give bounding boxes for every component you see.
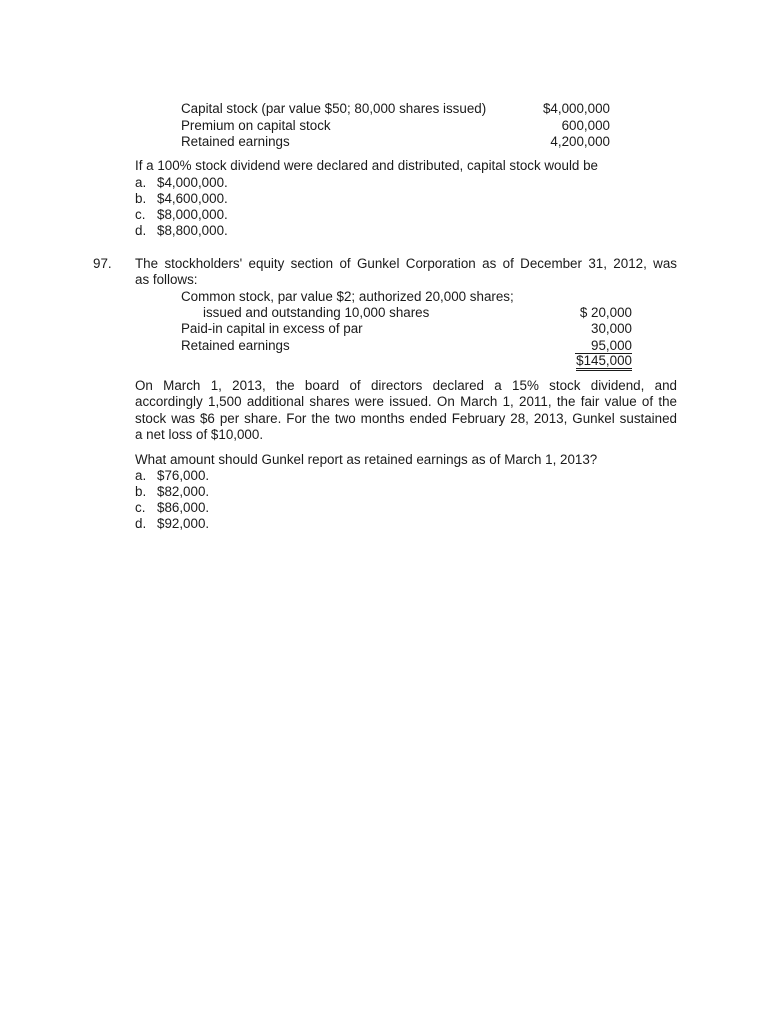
option-letter: d. <box>135 516 147 531</box>
q97-row-label: Retained earnings <box>181 338 290 353</box>
q97-paragraph-line: accordingly 1,500 additional shares were issued. On March 1, 2011, the fair value of the <box>135 394 677 410</box>
option-letter: a. <box>135 468 147 483</box>
option-letter: c. <box>135 207 146 222</box>
q96-row-label: Premium on capital stock <box>181 118 331 133</box>
q97-row-amount: $ 20,000 <box>579 305 632 320</box>
q97-intro-line: The stockholders' equity section of Gunkel Corporation as of December 31, 2012, was <box>135 256 677 271</box>
q97-paragraph <box>135 378 677 443</box>
option-letter: c. <box>135 500 146 515</box>
option-text: $92,000. <box>157 516 210 531</box>
option-text: $8,000,000. <box>157 207 228 222</box>
q97-intro-line: as follows: <box>135 272 198 288</box>
q97-intro <box>135 256 677 289</box>
q97-row-amount: 95,000 <box>575 338 632 354</box>
q96-row-label: Retained earnings <box>181 134 290 149</box>
q96-question: If a 100% stock dividend were declared and distributed, capital stock would be <box>135 158 598 173</box>
option-text: $4,600,000. <box>157 191 228 206</box>
option-text: $86,000. <box>157 500 210 515</box>
q97-total-amount: $145,000 <box>576 354 632 371</box>
q96-row-amount: $4,000,000 <box>542 101 610 116</box>
q97-paragraph-line: a net loss of $10,000. <box>135 426 264 442</box>
q97-row-label: Common stock, par value $2; authorized 20,000 shares; <box>181 289 514 304</box>
q97-question: What amount should Gunkel report as retained earnings as of March 1, 2013? <box>135 452 598 467</box>
q96-row-amount: 600,000 <box>561 118 610 133</box>
q97-number: 97. <box>93 256 112 271</box>
option-letter: a. <box>135 175 147 190</box>
option-text: $82,000. <box>157 484 210 499</box>
option-letter: d. <box>135 223 147 238</box>
q97-paragraph-line: On March 1, 2013, the board of directors declared a 15% stock dividend, and <box>135 378 677 393</box>
q97-paragraph-line: stock was $6 per share. For the two months ended February 28, 2013, Gunkel sustained <box>135 410 677 426</box>
option-text: $76,000. <box>157 468 210 483</box>
q97-row-amount: 30,000 <box>591 321 632 336</box>
q97-row-label: issued and outstanding 10,000 shares <box>203 305 430 320</box>
q97-row-label: Paid-in capital in excess of par <box>181 321 363 336</box>
q96-row-amount: 4,200,000 <box>550 134 610 149</box>
q96-row-label: Capital stock (par value $50; 80,000 shares issued) <box>181 101 487 116</box>
option-text: $8,800,000. <box>157 223 228 238</box>
option-letter: b. <box>135 191 147 206</box>
option-text: $4,000,000. <box>157 175 228 190</box>
option-letter: b. <box>135 484 147 499</box>
